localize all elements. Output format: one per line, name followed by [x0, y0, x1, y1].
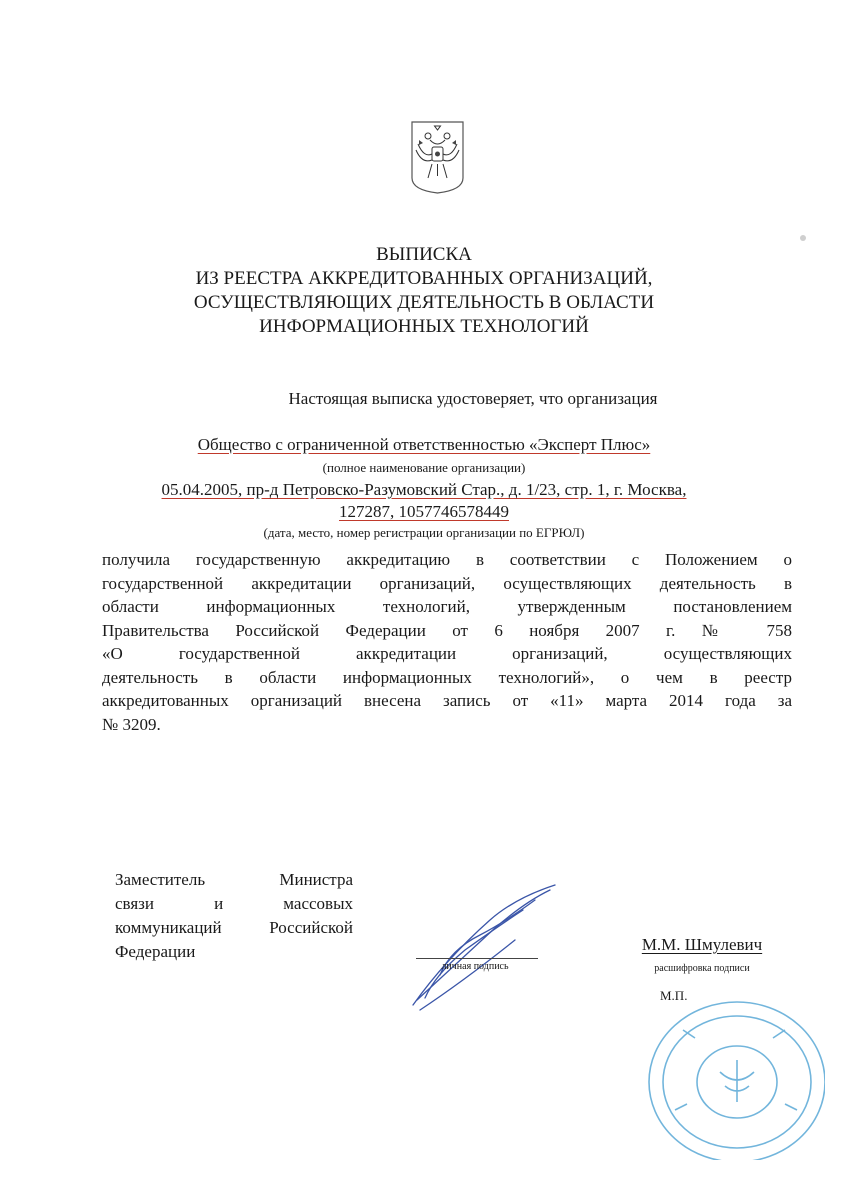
signer-name-caption: расшифровка подписи — [654, 963, 750, 974]
title-line: ОСУЩЕСТВЛЯЮЩИХ ДЕЯТЕЛЬНОСТЬ В ОБЛАСТИ — [193, 292, 655, 313]
registration-line: 05.04.2005, пр-д Петровско-Разумовский Стар., д. 1/23, стр. 1, г. Москва, — [161, 480, 687, 499]
body-line: деятельность в области информационных технологий», о чем в реестр — [102, 667, 792, 687]
document-title — [150, 243, 698, 339]
body-line: аккредитованных организаций внесена запись от «11» марта 2014 года за — [102, 691, 792, 710]
double-headed-eagle-icon — [410, 120, 465, 195]
signature-caption: личная подпись — [441, 961, 509, 972]
body-line: государственной аккредитации организаций, осуществляющих деятельность в — [102, 573, 792, 593]
stamp-label: М.П. — [660, 988, 688, 1003]
body-line: Правительства Российской Федерации от 6 ноября 2007 г. № 758 — [102, 620, 792, 640]
signer-name: М.М. Шмулевич — [641, 935, 763, 954]
body-line: получила государственную аккредитацию в соответствии с Положением о — [102, 550, 792, 569]
signer-position-line: связи и массовых — [115, 894, 353, 913]
signer-position-line: Федерации — [115, 942, 196, 961]
intro-text: Настоящая выписка удостоверяет, что организация — [288, 389, 658, 408]
title-line: ВЫПИСКА — [376, 244, 472, 265]
registration-caption: (дата, место, номер регистрации организации по ЕГРЮЛ) — [263, 525, 585, 540]
body-line: области информационных технологий, утвержденным постановлением — [102, 597, 792, 616]
signer-position — [115, 868, 353, 964]
page-mark — [800, 235, 806, 241]
handwritten-signature — [395, 880, 565, 1020]
organization-registration — [90, 479, 758, 523]
body-line: «О государственной аккредитации организаций, осуществляющих — [102, 644, 792, 663]
body-paragraph — [102, 548, 792, 736]
organization-name-text: Общество с ограниченной ответственностью «Эксперт Плюс» — [197, 435, 651, 454]
body-line: № 3209. — [102, 714, 161, 734]
official-seal-icon — [625, 990, 825, 1160]
title-line: ИНФОРМАЦИОННЫХ ТЕХНОЛОГИЙ — [259, 316, 589, 337]
signer-position-line: Заместитель Министра — [115, 870, 353, 889]
title-line: ИЗ РЕЕСТРА АККРЕДИТОВАННЫХ ОРГАНИЗАЦИЙ, — [195, 268, 653, 289]
registration-line: 127287, 1057746578449 — [339, 502, 509, 521]
signature-line — [416, 958, 538, 959]
organization-name — [100, 435, 748, 455]
organization-name-caption: (полное наименование организации) — [322, 460, 526, 475]
signer-position-line: коммуникаций Российской — [115, 918, 353, 937]
